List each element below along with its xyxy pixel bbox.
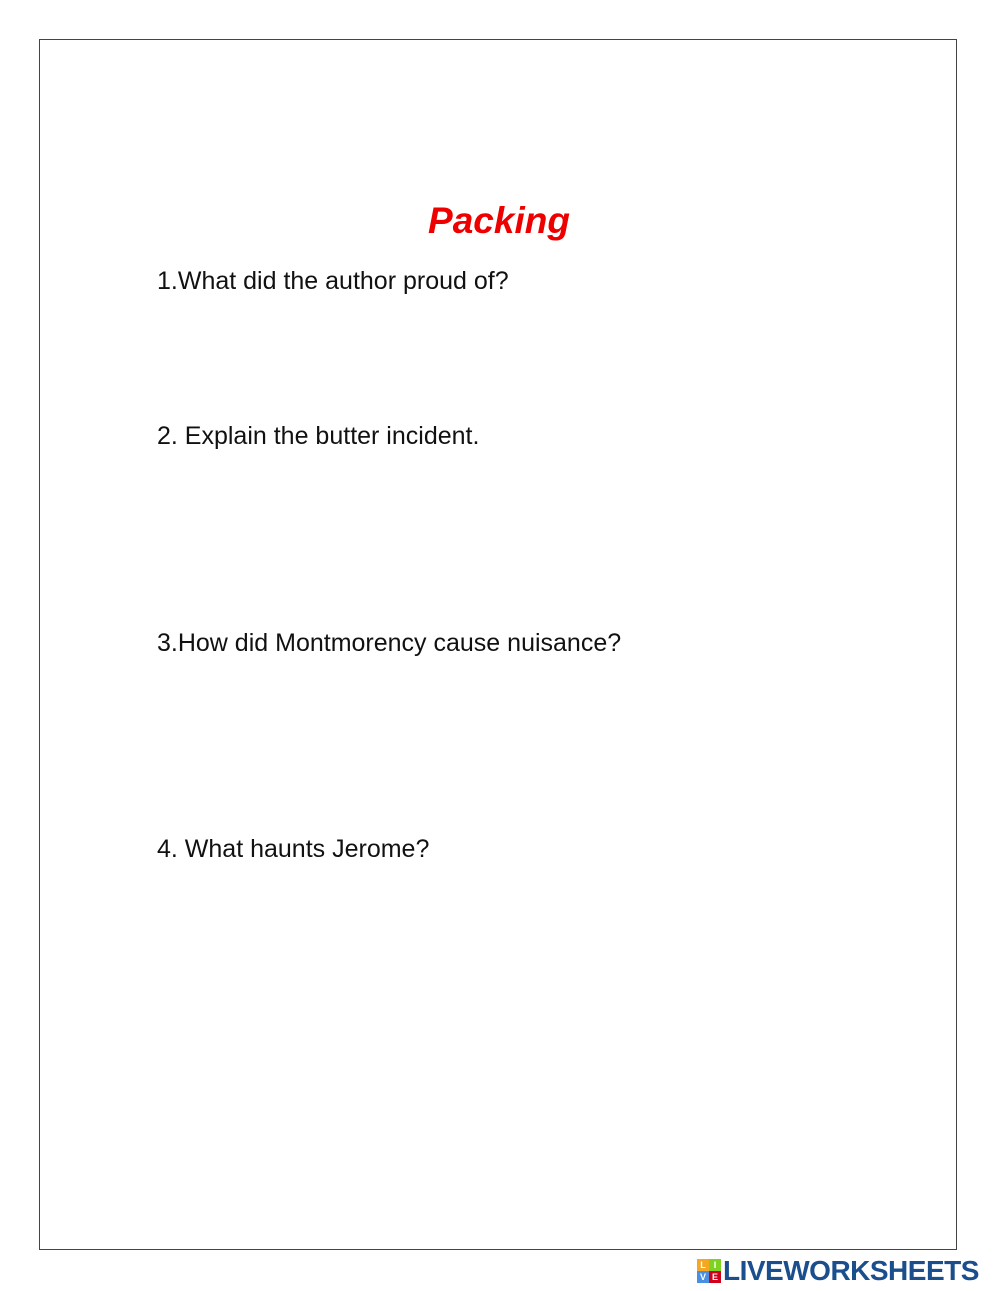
logo-tile-l: L	[697, 1259, 709, 1271]
liveworksheets-logo	[697, 1256, 979, 1286]
logo-tile-e: E	[709, 1271, 721, 1283]
liveworksheets-logo-text: LIVEWORKSHEETS	[723, 1255, 979, 1286]
question-2: 2. Explain the butter incident.	[157, 422, 480, 450]
logo-tile-v: V	[697, 1271, 709, 1283]
worksheet-page	[39, 39, 957, 1250]
logo-tile-i: I	[709, 1259, 721, 1271]
worksheet-title: Packing	[428, 200, 570, 241]
liveworksheets-logo-icon	[697, 1259, 721, 1283]
question-1: 1.What did the author proud of?	[157, 267, 509, 295]
question-3: 3.How did Montmorency cause nuisance?	[157, 629, 622, 657]
question-4: 4. What haunts Jerome?	[157, 835, 430, 863]
